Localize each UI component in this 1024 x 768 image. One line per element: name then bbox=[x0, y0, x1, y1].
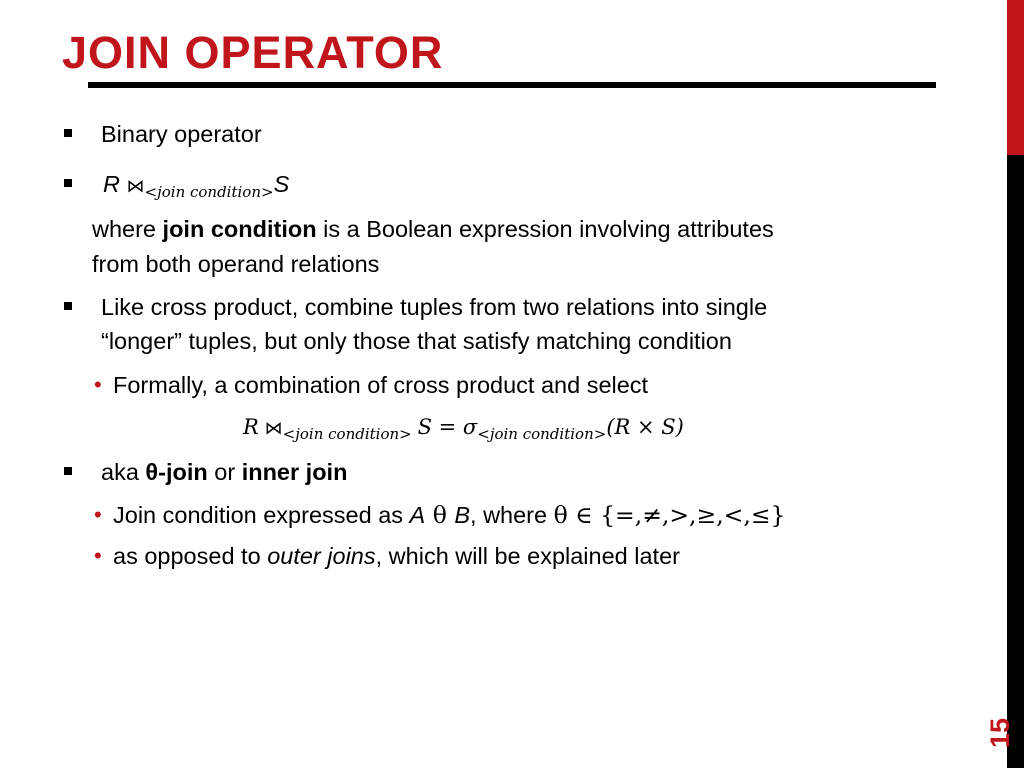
formula-tail: (R × S) bbox=[606, 415, 684, 439]
bowtie-icon: ⋈ bbox=[264, 418, 283, 439]
round-bullet-icon: • bbox=[94, 543, 102, 568]
where-line-2: from both operand relations bbox=[92, 251, 380, 277]
title-underline bbox=[88, 82, 936, 88]
formula-s: S bbox=[417, 415, 432, 439]
join-condition-subscript: <join condition> bbox=[144, 183, 274, 201]
sigma-subscript: <join condition> bbox=[477, 425, 607, 443]
aka-text: aka bbox=[101, 459, 146, 485]
sidebar-accent-red bbox=[1007, 0, 1024, 155]
bullet-cross-product-line-2: “longer” tuples, but only those that satisfy matching condition bbox=[101, 328, 732, 354]
inner-join-bold: inner join bbox=[241, 459, 348, 485]
bullet-aka bbox=[101, 457, 347, 487]
formula-subscript: <join condition> bbox=[282, 425, 412, 443]
formula-r: R bbox=[243, 415, 259, 439]
attribute-a: A bbox=[409, 502, 426, 528]
theta-join-bold: θ-join bbox=[145, 459, 208, 485]
join-condition-bold: join condition bbox=[162, 216, 317, 242]
bullet-cross-product-line-1: Like cross product, combine tuples from two relations into single bbox=[101, 294, 768, 320]
join-condition-text: Join condition expressed as bbox=[113, 502, 410, 528]
page-number: 15 bbox=[984, 717, 1015, 749]
bowtie-icon: ⋈ bbox=[126, 176, 145, 197]
explained-later-text: , which will be explained later bbox=[375, 543, 680, 569]
round-bullet-icon: • bbox=[94, 502, 102, 527]
relation-s: S bbox=[273, 171, 290, 197]
square-bullet-icon bbox=[64, 179, 72, 187]
comparison-set: θ ∈ {=,≠,>,≥,<,≤} bbox=[553, 501, 786, 529]
where-text-2: , where bbox=[470, 502, 554, 528]
outer-joins-italic: outer joins bbox=[267, 543, 376, 569]
attribute-b: B bbox=[454, 502, 471, 528]
square-bullet-icon bbox=[64, 129, 72, 137]
square-bullet-icon bbox=[64, 302, 72, 310]
where-post-text: is a Boolean expression involving attributes bbox=[316, 216, 774, 242]
sub-bullet-join-condition bbox=[113, 500, 786, 530]
where-line-1 bbox=[92, 214, 774, 244]
theta-symbol: θ bbox=[425, 501, 455, 529]
round-bullet-icon: • bbox=[94, 372, 102, 397]
formula-equals: = bbox=[431, 415, 463, 439]
join-formula bbox=[243, 412, 684, 449]
sigma-icon: σ bbox=[462, 415, 478, 439]
or-text: or bbox=[207, 459, 242, 485]
bullet-binary-operator: Binary operator bbox=[101, 121, 262, 147]
where-text: where bbox=[92, 216, 163, 242]
sub-bullet-outer-joins bbox=[113, 541, 680, 571]
square-bullet-icon bbox=[64, 467, 72, 475]
sidebar-accent-black bbox=[1007, 155, 1024, 768]
sub-bullet-formally: Formally, a combination of cross product and select bbox=[113, 372, 649, 398]
bullet-join-notation bbox=[103, 169, 289, 207]
opposed-text: as opposed to bbox=[113, 543, 268, 569]
relation-r: R bbox=[103, 171, 120, 197]
slide-title: JOIN OPERATOR bbox=[62, 27, 444, 78]
